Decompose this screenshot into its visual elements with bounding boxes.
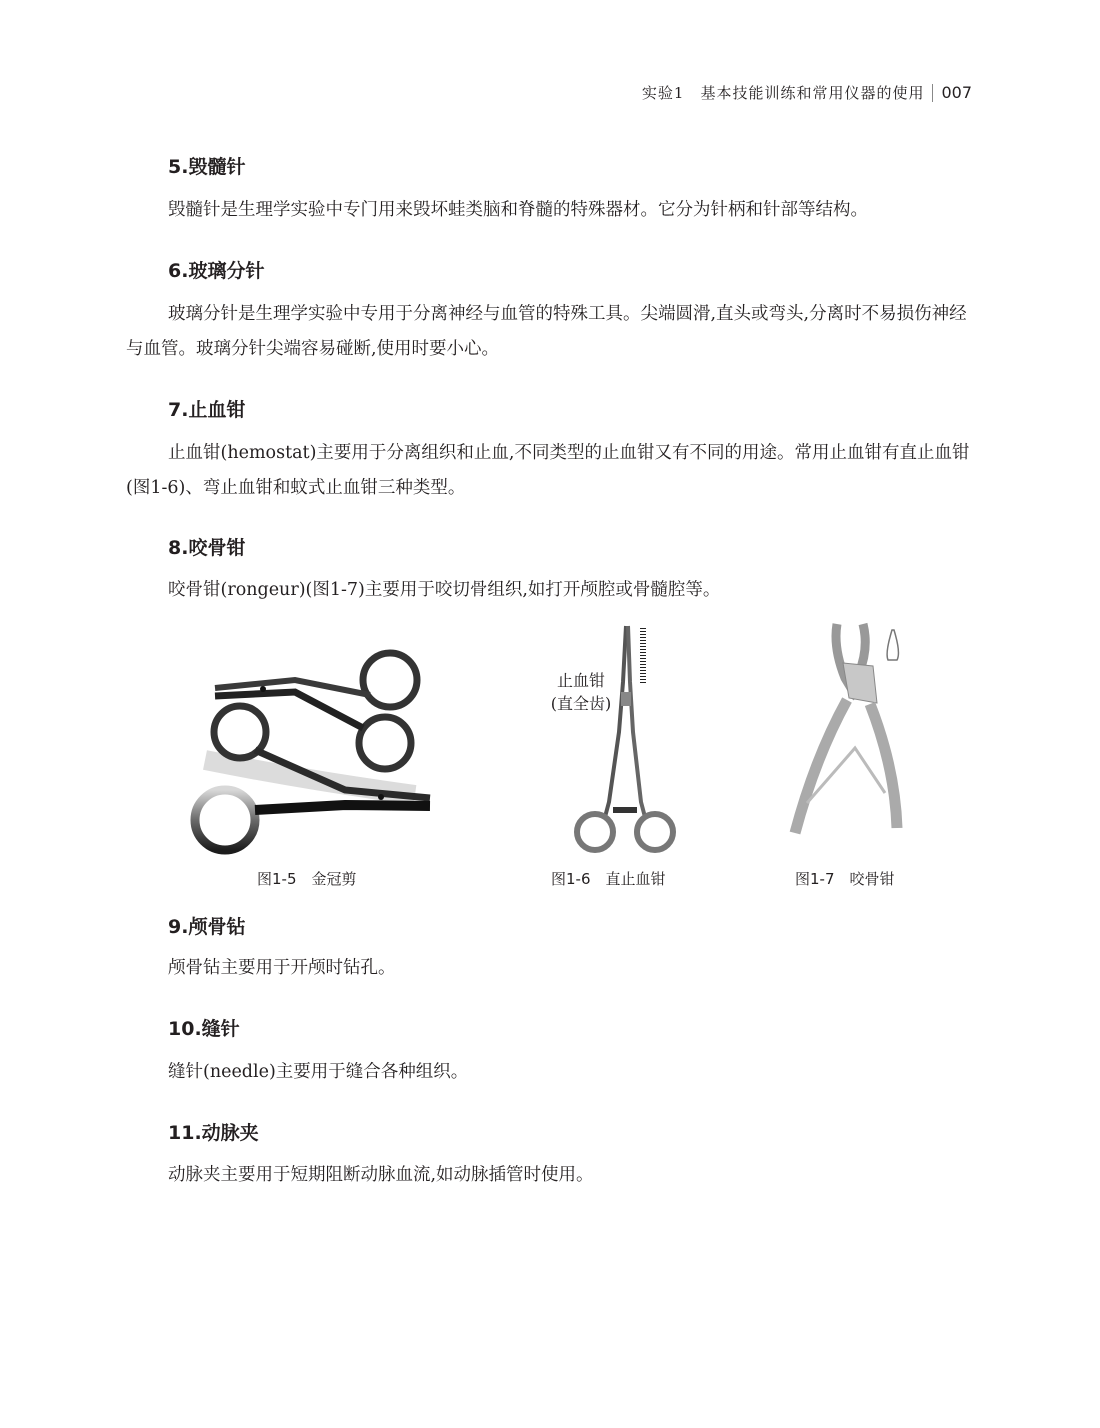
section-heading-7: 7.止血钳 bbox=[168, 399, 246, 421]
section-heading-10: 10.缝针 bbox=[168, 1018, 240, 1040]
section-heading-5: 5.毁髓针 bbox=[168, 156, 246, 178]
chapter-title: 实验1 基本技能训练和常用仪器的使用 bbox=[641, 84, 925, 102]
hemostat-label-line2: (直全齿) bbox=[550, 694, 612, 713]
section-heading-11: 11.动脉夹 bbox=[168, 1122, 259, 1144]
crown-scissors-photo bbox=[185, 640, 435, 855]
straight-hemostat-photo bbox=[565, 622, 685, 854]
section-text-10: 缝针(needle)主要用于缝合各种组织。 bbox=[168, 1062, 469, 1082]
hemostat-label-line1: 止血钳 bbox=[556, 671, 605, 690]
section-text-9: 颅骨钻主要用于开颅时钻孔。 bbox=[168, 958, 396, 978]
running-header bbox=[642, 82, 972, 103]
figure-caption-1-7: 图1-7 咬骨钳 bbox=[795, 870, 895, 888]
figure-caption-1-6: 图1-6 直止血钳 bbox=[551, 870, 666, 888]
section-heading-6: 6.玻璃分针 bbox=[168, 260, 265, 282]
section-heading-8: 8.咬骨钳 bbox=[168, 537, 246, 559]
figure-caption-1-5: 图1-5 金冠剪 bbox=[257, 870, 357, 888]
section-heading-9: 9.颅骨钻 bbox=[168, 916, 246, 938]
rongeur-photo bbox=[785, 618, 925, 858]
section-text-5: 毁髓针是生理学实验中专门用来毁坏蛙类脑和脊髓的特殊器材。它分为针柄和针部等结构。 bbox=[168, 200, 868, 220]
section-text-11: 动脉夹主要用于短期阻断动脉血流,如动脉插管时使用。 bbox=[168, 1165, 594, 1185]
section-text-8: 咬骨钳(rongeur)(图1-7)主要用于咬切骨组织,如打开颅腔或骨髓腔等。 bbox=[168, 580, 721, 600]
header-divider bbox=[932, 84, 933, 102]
page-number: 007 bbox=[941, 83, 972, 102]
section-text-6: 玻璃分针是生理学实验中专用于分离神经与血管的特殊工具。尖端圆滑,直头或弯头,分离时不易损伤神经与血管。玻璃分针尖端容易碰断,使用时要小心。 bbox=[126, 304, 967, 359]
section-text-7: 止血钳(hemostat)主要用于分离组织和止血,不同类型的止血钳又有不同的用途。常用止血钳有直止血钳(图1-6)、弯止血钳和蚊式止血钳三种类型。 bbox=[126, 443, 970, 498]
